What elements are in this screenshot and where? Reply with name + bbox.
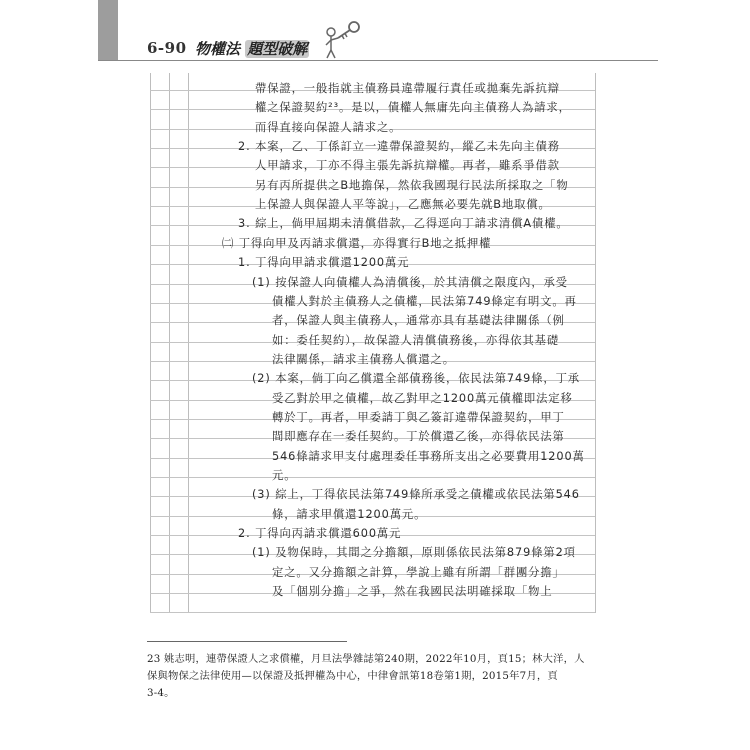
- ruled-line: [150, 612, 595, 613]
- header-rule: [98, 60, 658, 61]
- margin-line: [169, 73, 170, 613]
- text-line: 另有丙所提供之B地擔保，然依我國現行民法所採取之「物: [255, 179, 569, 192]
- text-line: 上保證人與保證人平等說」，乙應無必要先就B地取償。: [255, 198, 551, 211]
- text-line: ㈡ 丁得向甲及丙請求償還，亦得實行B地之抵押權: [222, 237, 492, 250]
- text-line: 2. 丁得向丙請求償還600萬元: [238, 527, 402, 540]
- book-title: [195, 38, 309, 59]
- text-line: 權之保證契約²³。是以，債權人無庸先向主債務人為請求，: [255, 101, 571, 114]
- text-line: (3) 綜上，丁得依民法第749條所承受之債權或依民法第546: [252, 488, 580, 501]
- text-line: 1. 丁得向甲請求償還1200萬元: [238, 256, 410, 269]
- footnote-line: 3-4。: [147, 687, 175, 699]
- text-line: 人甲請求，丁亦不得主張先訴抗辯權。再者，雖系爭借款: [255, 159, 560, 172]
- text-line: 法律關係，請求主債務人償還之。: [272, 353, 455, 366]
- footnote-line: 23 姚志明，連帶保證人之求償權，月旦法學雜誌第240期，2022年10月，頁15；林大洋，人: [147, 653, 585, 665]
- text-line: 條，請求甲償還1200萬元。: [272, 508, 427, 521]
- text-line: 而得直接向保證人請求之。: [255, 121, 402, 134]
- margin-line: [150, 73, 151, 613]
- text-line: (1) 及物保時，其間之分擔額，原則係依民法第879條第2項: [252, 546, 576, 559]
- text-line: 元。: [272, 469, 297, 482]
- text-line: 間即應存在一委任契約。丁於償還乙後，亦得依民法第: [272, 430, 565, 443]
- chapter-tab: [98, 0, 118, 60]
- text-line: 債權人對於主債務人之債權，民法第749條定有明文。再: [272, 295, 577, 308]
- text-line: 帶保證，一般指就主債務員違帶履行責任或拋棄先訴抗辯: [255, 82, 560, 95]
- margin-line: [595, 73, 596, 613]
- book-title-highlight: 題型破解: [247, 40, 308, 58]
- ruled-line: [150, 477, 595, 478]
- text-line: 者，保證人與主債務人，通常亦具有基礎法律關係（例: [272, 314, 565, 327]
- footnote-rule: [147, 641, 347, 642]
- text-line: 受乙對於甲之債權，故乙對甲之1200萬元債權即法定移: [272, 392, 573, 405]
- margin-line: [188, 73, 189, 613]
- text-line: 546條請求甲支付處理委任事務所支出之必要費用1200萬: [272, 450, 585, 463]
- text-line: 及「個別分擔」之爭，然在我國民法明確採取「物上: [272, 585, 553, 598]
- text-line: 如：委任契約），故保證人清償債務後，亦得依其基礎: [272, 334, 560, 347]
- footnote-line: 保與物保之法律使用—以保證及抵押權為中心，中律會訊第18卷第1期，2015年7月，頁: [147, 670, 558, 682]
- text-line: (2) 本案，倘丁向乙償還全部債務後，依民法第749條，丁承: [252, 372, 580, 385]
- key-figure-icon: [322, 18, 364, 60]
- text-line: 定之。又分擔額之計算，學說上雖有所謂「群團分擔」: [272, 566, 565, 579]
- text-line: (1) 按保證人向債權人為清償後，於其清償之限度內，承受: [252, 276, 568, 289]
- page-number: 6-90: [147, 39, 187, 57]
- book-title-main: 物權法: [195, 40, 241, 58]
- text-line: 3. 綜上，倘甲屆期未清償借款，乙得逕向丁請求清償A債權。: [238, 217, 569, 230]
- text-line: 轉於丁。再者，甲委請丁與乙簽訂違帶保證契約，甲丁: [272, 411, 565, 424]
- text-line: 2. 本案，乙、丁係訂立一違帶保證契約，縱乙未先向主債務: [238, 140, 560, 153]
